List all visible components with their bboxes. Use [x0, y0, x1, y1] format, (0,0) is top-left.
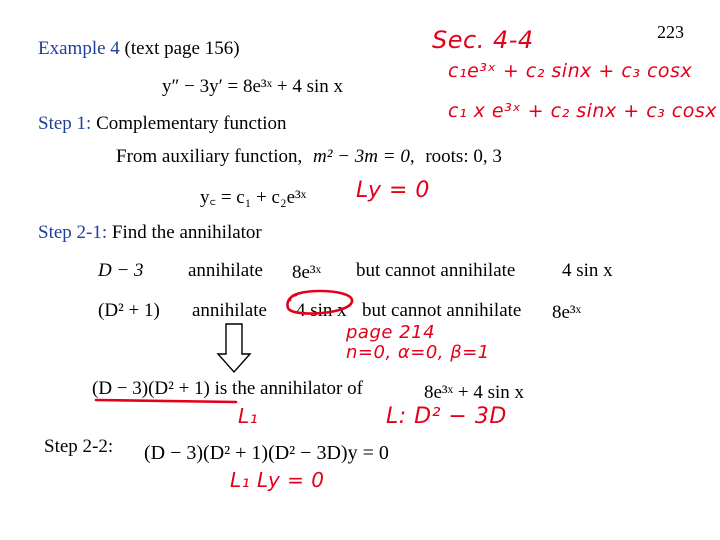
step1-aux-equation: m² − 3m = 0,	[313, 146, 415, 167]
row1-other: 4 sin x	[562, 260, 613, 281]
yc-equation: y꜀ = c₁ + c₂e³ˣ	[200, 187, 307, 208]
underline-result-operator	[96, 400, 236, 402]
ode-equation: y″ − 3y′ = 8e³ˣ + 4 sin x	[162, 76, 344, 97]
annotation-params: n=0, α=0, β=1	[346, 342, 490, 363]
annotation-page: page 214	[346, 322, 436, 343]
step2-1-title: Find the annihilator	[111, 222, 262, 243]
annotation-guess1: c₁e³ˣ + c₂ sinx + c₃ cosx	[448, 60, 693, 82]
annotation-l-def: L: D² − 3D	[386, 404, 507, 429]
annotation-l1-ly: L₁ Ly = 0	[230, 468, 325, 492]
row2-term: 4 sin x	[296, 300, 347, 321]
annotation-guess2: c₁ x e³ˣ + c₂ sinx + c₃ cosx	[448, 100, 718, 122]
annotation-l1-under: L₁	[238, 404, 259, 428]
row2-other: 8e³ˣ	[552, 302, 582, 323]
step2-1-label: Step 2-1:	[38, 222, 108, 243]
row2-but: but cannot annihilate	[362, 300, 522, 321]
row1-term: 8e³ˣ	[292, 262, 322, 283]
row1-operator: D − 3	[98, 260, 144, 281]
circle-around-term	[287, 291, 352, 314]
page-number: 223	[657, 22, 684, 42]
step1-title: Complementary function	[96, 113, 287, 134]
row1-but: but cannot annihilate	[356, 260, 516, 281]
step2-2-label: Step 2-2:	[44, 436, 114, 457]
example-ref: (text page 156)	[124, 38, 240, 59]
step1-roots: roots: 0, 3	[425, 146, 502, 167]
step2-2-equation: (D − 3)(D² + 1)(D² − 3D)y = 0	[144, 442, 389, 464]
row2-verb: annihilate	[192, 300, 267, 321]
row1-verb: annihilate	[188, 260, 263, 281]
step1-line: From auxiliary function,	[116, 146, 303, 167]
annotation-ly: Ly = 0	[356, 178, 430, 203]
result-expression: 8e³ˣ + 4 sin x	[424, 382, 525, 403]
annotation-section: Sec. 4-4	[432, 26, 534, 54]
step1-label: Step 1:	[38, 113, 92, 134]
example-label: Example 4	[38, 38, 120, 59]
result-text: (D − 3)(D² + 1) is the annihilator of	[92, 378, 363, 399]
row2-operator: (D² + 1)	[98, 300, 160, 321]
